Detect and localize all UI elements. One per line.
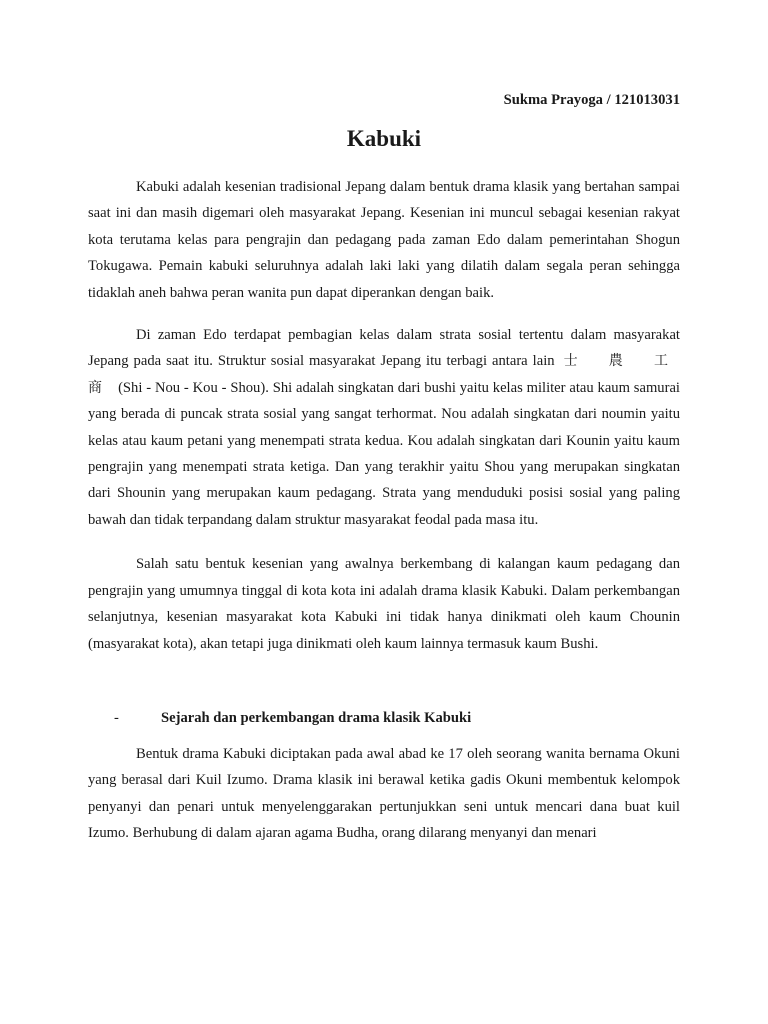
section-bullet: - [114, 709, 119, 726]
paragraph-social-classes [88, 322, 680, 533]
section-heading-text: Sejarah dan perkembangan drama klasik Kabuki [161, 709, 472, 726]
kanji-shinoukoushou: 士 農 工 商 [88, 353, 681, 396]
paragraph-history: Bentuk drama Kabuki diciptakan pada awal abad ke 17 oleh seorang wanita bernama Okuni yang berasal dari Kuil Izumo. Drama klasik ini berawal ketika gadis Okuni membentuk kelompok penyanyi dan penari untuk menyelenggarakan pertunjukkan seni untuk mencari dana buat kuil Izumo. Berhubung di dalam ajaran agama Budha, orang dilarang menyanyi dan menari [88, 745, 680, 842]
paragraph-social-classes-text-1: Di zaman Edo terdapat pembagian kelas dalam strata sosial tertentu dalam masyarakat Jepang pada saat itu. Struktur sosial masyarakat Jepang itu terbagi antara lain [88, 327, 680, 370]
paragraph-kabuki-origin-class: Salah satu bentuk kesenian yang awalnya berkembang di kalangan kaum pedagang dan pengrajin yang umumnya tinggal di kota kota ini adalah drama klasik Kabuki. Dalam perkembangan selanjutnya, kesenian masyarakat kota Kabuki ini tidak hanya dinikmati oleh kaum Chounin (masyarakat kota), akan tetapi juga dinikmati oleh kaum lainnya termasuk kaum Bushi. [88, 556, 680, 652]
paragraph-social-classes-text-2: (Shi - Nou - Kou - Shou). Shi adalah singkatan dari bushi yaitu kelas militer atau kaum samurai yang berada di puncak strata sosial yang sangat terhormat. Nou adalah singkatan dari noumin yaitu kelas atau kaum petani yang menempati strata kedua. Kou adalah singkatan dari Kounin yaitu kaum pengrajin yang menempati strata ketiga. Dan yang terakhir yaitu Shou yang merupakan singkatan dari Shounin yang merupakan kaum pedagang. Strata yang menduduki posisi sosial yang paling bawah dan tidak terpandang dalam struktur masyarakat feodal pada masa itu. [88, 379, 680, 528]
section-heading [88, 705, 680, 731]
document-body [88, 174, 680, 847]
paragraph-intro: Kabuki adalah kesenian tradisional Jepang dalam bentuk drama klasik yang bertahan sampai saat ini dan masih digemari oleh masyarakat Jepang. Kesenian ini muncul sebagai kesenian rakyat kota terutama kelas para pengrajin dan pedagang pada zaman Edo dalam pemerintahan Shogun Tokugawa. Pemain kabuki seluruhnya adalah laki laki yang dilatih dalam segala peran sehingga tidaklah aneh bahwa peran wanita pun dapat diperankan dengan baik. [88, 179, 680, 301]
author-line: Sukma Prayoga / 121013031 [503, 92, 680, 108]
document-title: Kabuki [346, 126, 422, 151]
